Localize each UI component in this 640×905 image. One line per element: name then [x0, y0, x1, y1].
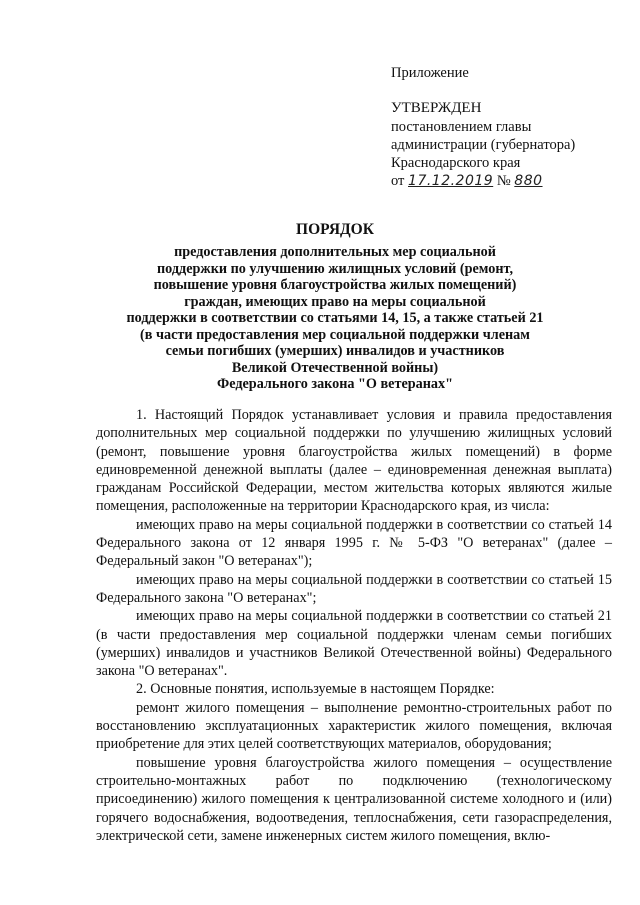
document-title	[120, 220, 550, 393]
paragraph-article-14: имеющих право на меры социальной поддержки в соответствии со статьей 14 Федерального закона от 12 января 1995 г. № 5-ФЗ "О ветеранах" (далее – Федеральный закон "О ветеранах");	[96, 516, 612, 570]
approval-line-3: Краснодарского края	[391, 155, 521, 171]
title-line: повышение уровня благоустройства жилых помещений)	[153, 277, 517, 293]
approval-line-1: постановлением главы	[391, 119, 532, 135]
title-line: Великой Отечественной войны)	[231, 359, 439, 376]
approval-line-2: администрации (губернатора)	[391, 137, 576, 153]
title-line: (в части предоставления мер социальной поддержки членам	[140, 326, 530, 343]
title-line: поддержки в соответствии со статьями 14, 15, а также статьей 21	[126, 310, 544, 326]
date-value: 17.12.2019	[408, 173, 494, 189]
title-line: семьи погибших (умерших) инвалидов и участников	[165, 343, 505, 359]
date-prefix: от	[391, 173, 405, 189]
title-main: ПОРЯДОК	[296, 221, 374, 238]
paragraph-article-21: имеющих право на меры социальной поддержки в соответствии со статьей 21 (в части предоставления мер социальной поддержки членам семьи погибших (умерших) инвалидов и участников Великой Отечественной войны) Федерального закона "О ветеранах".	[96, 608, 612, 680]
title-line: поддержки по улучшению жилищных условий (ремонт,	[157, 260, 513, 277]
document-body	[96, 406, 612, 845]
title-line: граждан, имеющих право на меры социальной	[184, 293, 486, 310]
paragraph-article-15: имеющих право на меры социальной поддержки в соответствии со статьей 15 Федерального закона "О ветеранах";	[96, 571, 612, 606]
title-line: Федерального закона "О ветеранах"	[217, 376, 453, 392]
approved-label: УТВЕРЖДЕН	[391, 100, 482, 116]
paragraph-2: 2. Основные понятия, используемые в настоящем Порядке:	[136, 681, 495, 698]
appendix-label: Приложение	[391, 65, 469, 81]
number-value: 880	[514, 173, 543, 189]
paragraph-1: 1. Настоящий Порядок устанавливает условия и правила предоставления дополнительных мер социальной поддержки по улучшению жилищных условий (ремонт, повышение уровня благоустройства жилых помещений) в форме единовременной денежной выплаты (далее – единовременная денежная выплата) гражданам Российской Федерации, местом жительства которых являются жилые помещения, расположенные на территории Краснодарского края, из числа:	[96, 407, 612, 515]
date-number-line	[391, 172, 621, 190]
number-prefix: №	[496, 173, 511, 189]
definition-improvement: повышение уровня благоустройства жилого помещения – осуществление строительно-монтажных работ по подключению (технологическому присоединению) жилого помещения к централизованной системе холодного и (или) горячего водоснабжения, водоотведения, теплоснабжения, сети газораспределения, электрической сети, замене инженерных систем жилого помещения, вклю-	[96, 754, 612, 844]
approval-block	[391, 64, 621, 190]
title-line: предоставления дополнительных мер социальной	[174, 244, 496, 260]
definition-repair: ремонт жилого помещения – выполнение ремонтно-строительных работ по восстановлению эксплуатационных характеристик жилого помещения, включая приобретение для этих целей соответствующих материалов, оборудования;	[96, 699, 612, 753]
